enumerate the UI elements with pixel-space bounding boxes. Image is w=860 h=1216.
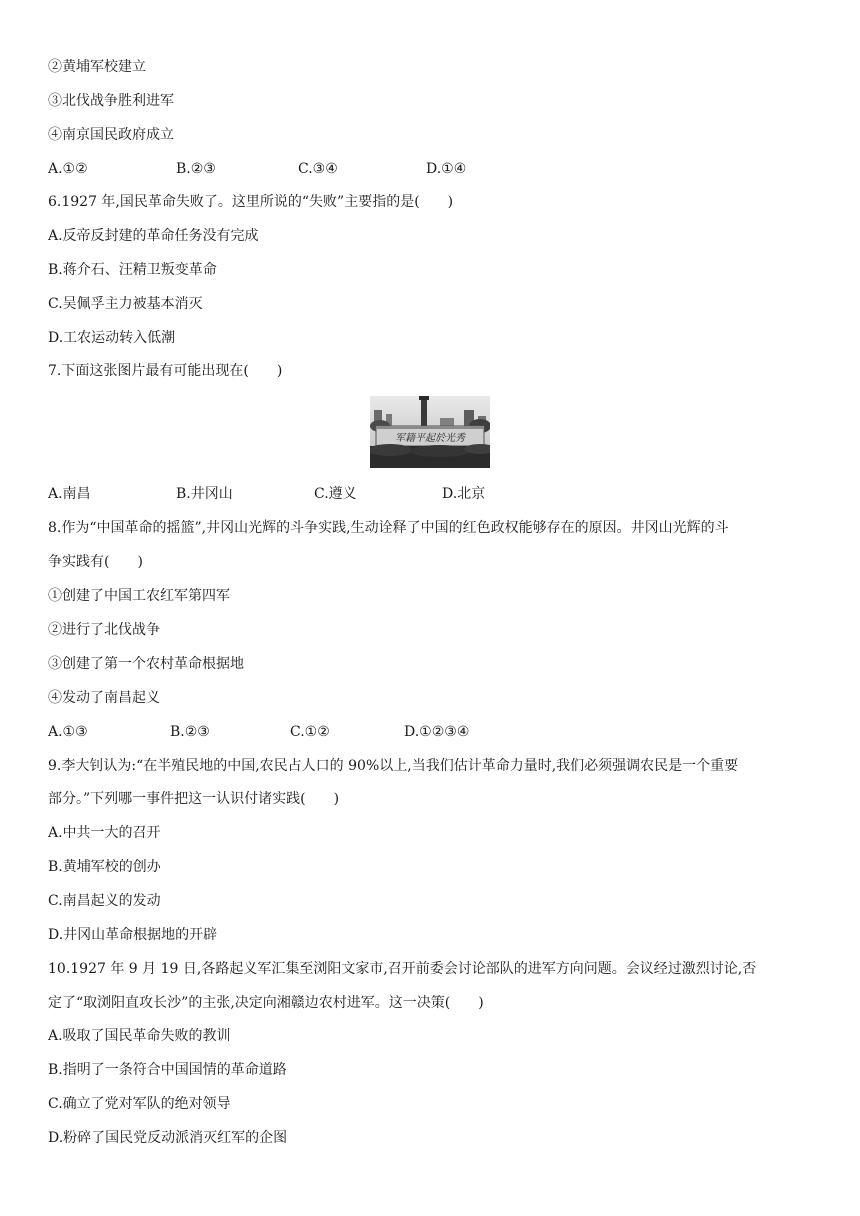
q10-stem-line-2: 定了“取浏阳直攻长沙”的主张,决定向湘赣边农村进军。这一决策( ) [48, 995, 484, 1011]
q10-option-a: A.吸取了国民革命失败的教训 [48, 1028, 231, 1044]
q9-stem-line-1: 9.李大钊认为:“在半殖民地的中国,农民占人口的 90%以上,当我们估计革命力量时,我们必须强调农民是一个重要 [48, 758, 739, 774]
q8-option-d: D.①②③④ [404, 724, 470, 740]
q5-item-4: ④南京国民政府成立 [48, 127, 174, 143]
q8-item-3: ③创建了第一个农村革命根据地 [48, 656, 244, 672]
q7-photo [370, 396, 490, 468]
q6-option-d: D.工农运动转入低潮 [48, 330, 176, 346]
q10-stem-line-1: 10.1927 年 9 月 19 日,各路起义军汇集至浏阳文家市,召开前委会讨论部队的进军方向问题。会议经过激烈讨论,否 [48, 961, 757, 977]
q8-item-2: ②进行了北伐战争 [48, 622, 160, 638]
photo-inscription: 军籍平起於光秀 [395, 433, 465, 444]
q10-option-d: D.粉碎了国民党反动派消灭红军的企图 [48, 1130, 288, 1146]
q9-option-a: A.中共一大的召开 [48, 825, 161, 841]
q9-option-c: C.南昌起义的发动 [48, 893, 161, 909]
q10-option-c: C.确立了党对军队的绝对领导 [48, 1096, 231, 1112]
q6-option-a: A.反帝反封建的革命任务没有完成 [48, 228, 259, 244]
q5-option-b: B.②③ [176, 161, 216, 177]
q8-stem-line-2: 争实践有( ) [48, 554, 143, 570]
q5-item-3: ③北伐战争胜利进军 [48, 93, 174, 109]
q5-item-2: ②黄埔军校建立 [48, 59, 146, 75]
q7-option-b: B.井冈山 [176, 486, 233, 502]
q8-option-b: B.②③ [170, 724, 210, 740]
q5-option-c: C.③④ [298, 161, 338, 177]
q10-option-b: B.指明了一条符合中国国情的革命道路 [48, 1062, 287, 1078]
q7-option-c: C.遵义 [314, 486, 357, 502]
q5-option-d: D.①④ [426, 161, 467, 177]
q6-option-c: C.吴佩孚主力被基本消灭 [48, 296, 203, 312]
q8-stem-line-1: 8.作为“中国革命的摇篮”,井冈山光辉的斗争实践,生动诠释了中国的红色政权能够存在的原因。井冈山光辉的斗 [48, 520, 729, 536]
q7-option-a: A.南昌 [48, 486, 91, 502]
q8-item-4: ④发动了南昌起义 [48, 690, 160, 706]
q5-option-a: A.①② [48, 161, 88, 177]
q8-item-1: ①创建了中国工农红军第四军 [48, 588, 230, 604]
monument-photo [370, 396, 490, 468]
q9-stem-line-2: 部分。”下列哪一事件把这一认识付诸实践( ) [48, 791, 340, 807]
q6-stem: 6.1927 年,国民革命失败了。这里所说的“失败”主要指的是( ) [48, 194, 454, 210]
q7-option-d: D.北京 [442, 486, 486, 502]
q7-stem: 7.下面这张图片最有可能出现在( ) [48, 363, 283, 379]
q9-option-b: B.黄埔军校的创办 [48, 859, 161, 875]
q8-option-c: C.①② [290, 724, 330, 740]
q9-option-d: D.井冈山革命根据地的开辟 [48, 927, 218, 943]
q6-option-b: B.蒋介石、汪精卫叛变革命 [48, 262, 217, 278]
q8-option-a: A.①③ [48, 724, 88, 740]
